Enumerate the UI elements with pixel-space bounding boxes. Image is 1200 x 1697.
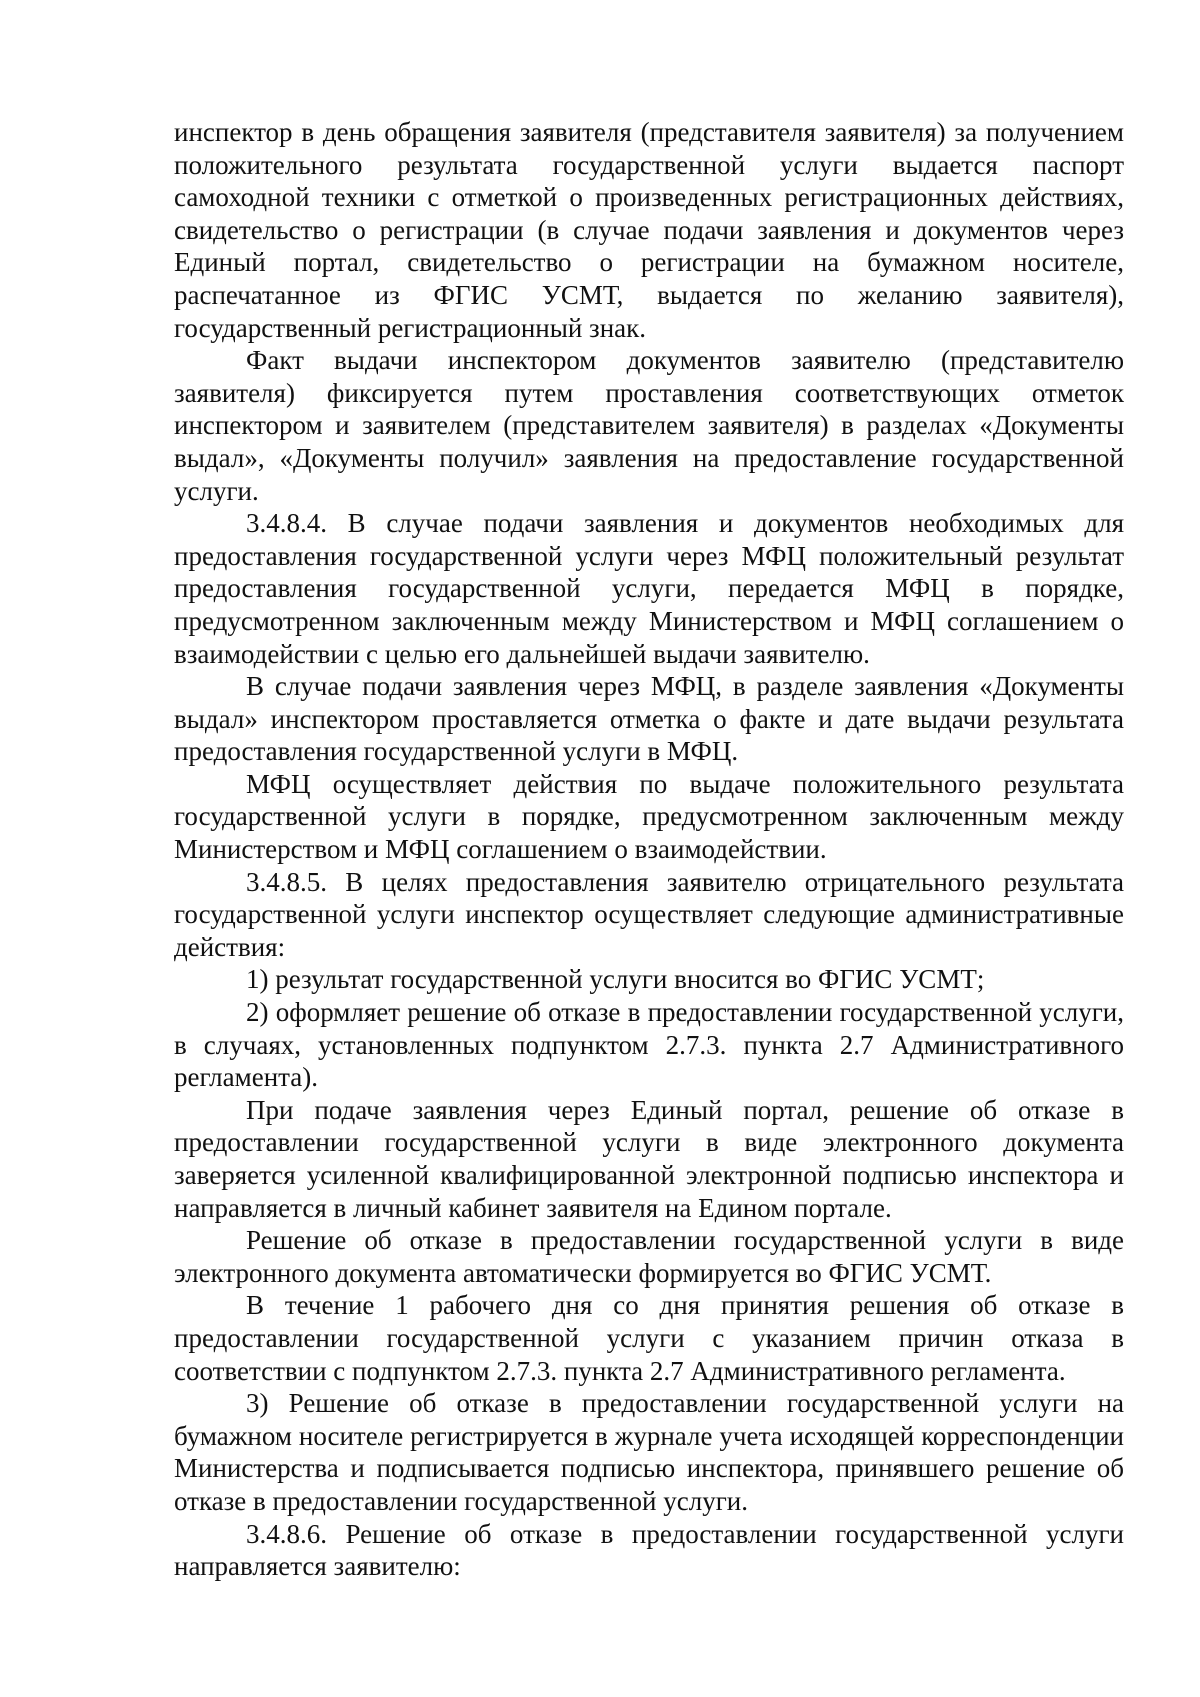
document-body xyxy=(174,116,1124,1583)
paragraph-3-4-8-4: 3.4.8.4. В случае подачи заявления и документов необходимых для предоставления государственной услуги через МФЦ положительный результат предоставления государственной услуги, передается МФЦ в порядке, предусмотренном заключенным между Министерством и МФЦ соглашением о взаимодействии с целью его дальнейшей выдачи заявителю. xyxy=(174,508,1124,669)
paragraph-refusal-auto: Решение об отказе в предоставлении государственной услуги в виде электронного документа автоматически формируется во ФГИС УСМТ. xyxy=(174,1225,1124,1288)
paragraph-issuance-fact: Факт выдачи инспектором документов заявителю (представителю заявителя) фиксируется путем проставления соответствующих отметок инспектором и заявителем (представителем заявителя) в разделах «Документы выдал», «Документы получил» заявления на предоставление государственной услуги. xyxy=(174,345,1124,506)
list-item-1: 1) результат государственной услуги вносится во ФГИС УСМТ; xyxy=(246,964,985,995)
list-item-2: 2) оформляет решение об отказе в предоставлении государственной услуги, в случаях, установленных подпунктом 2.7.3. пункта 2.7 Административного регламента). xyxy=(174,997,1124,1093)
paragraph-mfc-application: В случае подачи заявления через МФЦ, в разделе заявления «Документы выдал» инспектором проставляется отметка о факте и дате выдачи результата предоставления государственной услуги в МФЦ. xyxy=(174,671,1124,767)
paragraph-3-4-8-5: 3.4.8.5. В целях предоставления заявителю отрицательного результата государственной услуги инспектор осуществляет следующие административные действия: xyxy=(174,866,1124,962)
paragraph-one-day: В течение 1 рабочего дня со дня принятия решения об отказе в предоставлении государственной услуги с указанием причин отказа в соответствии с подпунктом 2.7.3. пункта 2.7 Административного регламента. xyxy=(174,1290,1124,1386)
paragraph-3-4-8-6: 3.4.8.6. Решение об отказе в предоставлении государственной услуги направляется заявителю: xyxy=(174,1518,1124,1582)
paragraph-issuance-continuation: инспектор в день обращения заявителя (представителя заявителя) за получением положительного результата государственной услуги выдается паспорт самоходной техники с отметкой о произведенных регистрационных действиях, свидетельство о регистрации (в случае подачи заявления и документов через Единый портал, свидетельство о регистрации на бумажном носителе, распечатанное из ФГИС УСМТ, выдается по желанию заявителя), государственный регистрационный знак. xyxy=(174,117,1124,343)
paragraph-portal-refusal: При подаче заявления через Единый портал, решение об отказе в предоставлении государственной услуги в виде электронного документа заверяется усиленной квалифицированной электронной подписью инспектора и направляется в личный кабинет заявителя на Едином портале. xyxy=(174,1094,1124,1223)
paragraph-mfc-actions: МФЦ осуществляет действия по выдаче положительного результата государственной услуги в порядке, предусмотренном заключенным между Министерством и МФЦ соглашением о взаимодействии. xyxy=(174,768,1124,865)
list-item-3: 3) Решение об отказе в предоставлении государственной услуги на бумажном носителе регистрируется в журнале учета исходящей корреспонденции Министерства и подписывается подписью инспектора, принявшего решение об отказе в предоставлении государственной услуги. xyxy=(174,1388,1124,1516)
